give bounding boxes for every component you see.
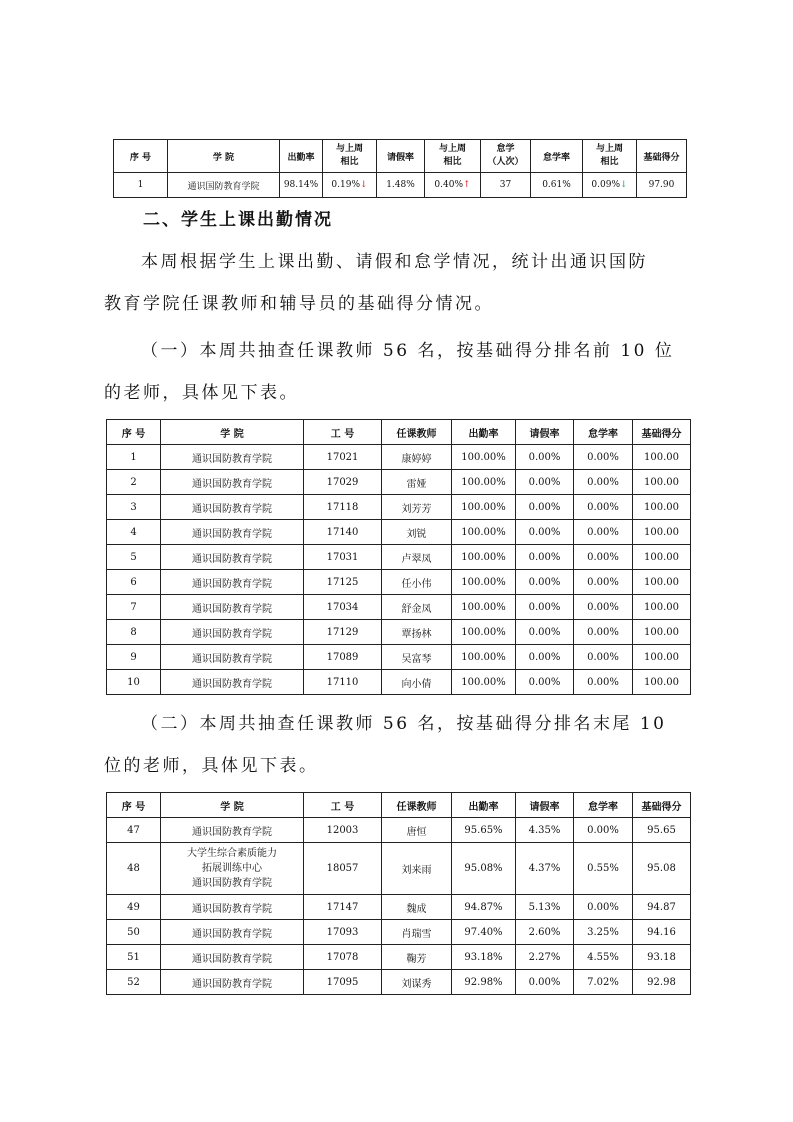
cell-attendance: 95.08%	[452, 843, 516, 895]
cell-college: 通识国防教育学院	[161, 570, 304, 595]
cell-id: 17125	[304, 570, 382, 595]
cell-college: 通识国防教育学院	[161, 520, 304, 545]
cell-college: 大学生综合素质能力 拓展训练中心 通识国防教育学院	[161, 843, 304, 895]
header-teacher: 任课教师	[382, 793, 452, 818]
header-seq: 序 号	[114, 140, 168, 173]
table-row	[107, 645, 691, 670]
cell-seq: 1	[107, 445, 161, 470]
cell-leave: 0.00%	[516, 470, 574, 495]
cell-college: 通识国防教育学院	[161, 620, 304, 645]
cell-college: 通识国防教育学院	[161, 895, 304, 920]
header-seq: 序 号	[107, 420, 161, 445]
header-absent-count	[481, 140, 531, 173]
table-row	[107, 920, 691, 945]
cell-score: 100.00	[633, 670, 691, 695]
cell-score: 100.00	[633, 570, 691, 595]
cell-id: 17089	[304, 645, 382, 670]
cell-leave: 5.13%	[516, 895, 574, 920]
cell-teacher: 任小伟	[382, 570, 452, 595]
cell-attendance: 100.00%	[452, 445, 516, 470]
section-heading: 二、学生上课出勤情况	[143, 210, 333, 230]
cell-leave: 2.60%	[516, 920, 574, 945]
header-absent: 怠学率	[574, 793, 633, 818]
table-row	[107, 595, 691, 620]
down-arrow-icon: ↓	[620, 180, 628, 190]
cell-college: 通识国防教育学院	[161, 470, 304, 495]
cell-seq: 48	[107, 843, 161, 895]
cell-leave: 0.00%	[516, 545, 574, 570]
bottom10-header-row	[107, 793, 691, 818]
sub2-line-2: 位的老师，具体见下表。	[104, 756, 319, 776]
cell-teacher: 刘锐	[382, 520, 452, 545]
header-absent: 怠学率	[574, 420, 633, 445]
cell-id: 17147	[304, 895, 382, 920]
cell-id: 17034	[304, 595, 382, 620]
cell-college: 通识国防教育学院	[161, 920, 304, 945]
cell-attendance: 93.18%	[452, 945, 516, 970]
cell-compare-3	[583, 173, 637, 198]
table-row	[107, 970, 691, 995]
cell-leave: 0.00%	[516, 970, 574, 995]
cell-leave: 0.00%	[516, 495, 574, 520]
cell-leave: 0.00%	[516, 670, 574, 695]
cell-teacher: 刘芳芳	[382, 495, 452, 520]
cell-absent: 0.55%	[574, 843, 633, 895]
table-row	[107, 570, 691, 595]
sub2-paragraph	[104, 703, 704, 787]
table-row	[107, 470, 691, 495]
top10-teacher-table	[106, 419, 691, 695]
cell-seq: 7	[107, 595, 161, 620]
top10-header-row	[107, 420, 691, 445]
cell-id: 17021	[304, 445, 382, 470]
cell-absent: 3.25%	[574, 920, 633, 945]
cell-college: 通识国防教育学院	[161, 818, 304, 843]
cell-score: 100.00	[633, 520, 691, 545]
cell-score: 94.87	[633, 895, 691, 920]
header-college: 学 院	[168, 140, 280, 173]
cell-attendance: 100.00%	[452, 670, 516, 695]
cell-attendance: 100.00%	[452, 545, 516, 570]
bottom10-teacher-table	[106, 792, 691, 995]
cell-teacher: 鞠芳	[382, 945, 452, 970]
cell-seq: 4	[107, 520, 161, 545]
header-score: 基础得分	[633, 420, 691, 445]
header-id: 工 号	[304, 420, 382, 445]
cell-leave: 1.48%	[377, 173, 425, 198]
cell-teacher: 康婷婷	[382, 445, 452, 470]
cell-attendance: 100.00%	[452, 470, 516, 495]
cell-leave: 0.00%	[516, 570, 574, 595]
table-row	[107, 620, 691, 645]
cell-attendance: 97.40%	[452, 920, 516, 945]
cell-absent: 0.00%	[574, 520, 633, 545]
cell-id: 17078	[304, 945, 382, 970]
cell-id: 17118	[304, 495, 382, 520]
cell-id: 18057	[304, 843, 382, 895]
table-row	[107, 545, 691, 570]
cell-seq: 1	[114, 173, 168, 198]
cell-absent: 0.00%	[574, 595, 633, 620]
table-row	[107, 895, 691, 920]
cell-college: 通识国防教育学院	[161, 645, 304, 670]
header-compare-1	[323, 140, 377, 173]
cell-absent: 0.00%	[574, 818, 633, 843]
cell-seq: 10	[107, 670, 161, 695]
cell-id: 17029	[304, 470, 382, 495]
cell-seq: 2	[107, 470, 161, 495]
header-absent-rate: 怠学率	[531, 140, 583, 173]
sub2-line-1: （二）本周共抽查任课教师 56 名，按基础得分排名末尾 10	[141, 714, 667, 734]
cell-absent: 0.00%	[574, 470, 633, 495]
table-row	[107, 445, 691, 470]
cell-score: 100.00	[633, 445, 691, 470]
cell-leave: 2.27%	[516, 945, 574, 970]
cell-absent: 4.55%	[574, 945, 633, 970]
cell-attendance: 100.00%	[452, 570, 516, 595]
sub1-paragraph	[104, 330, 704, 414]
cell-id: 17095	[304, 970, 382, 995]
cell-college: 通识国防教育学院	[168, 173, 280, 198]
cell-score: 100.00	[633, 495, 691, 520]
cell-absent-rate: 0.61%	[531, 173, 583, 198]
cell-absent: 0.00%	[574, 670, 633, 695]
up-arrow-icon: ↑	[463, 180, 471, 190]
cell-absent: 0.00%	[574, 620, 633, 645]
table-row	[107, 843, 691, 895]
cell-score: 94.16	[633, 920, 691, 945]
cell-id: 17031	[304, 545, 382, 570]
cell-teacher: 舒金凤	[382, 595, 452, 620]
down-arrow-icon: ↓	[360, 180, 368, 190]
cell-id: 17140	[304, 520, 382, 545]
header-compare-1-text: 与上周 相比	[335, 144, 363, 167]
cell-teacher: 刘来雨	[382, 843, 452, 895]
cell-score: 100.00	[633, 620, 691, 645]
cell-absent: 7.02%	[574, 970, 633, 995]
cell-score: 95.08	[633, 843, 691, 895]
cell-college: 通识国防教育学院	[161, 495, 304, 520]
header-teacher: 任课教师	[382, 420, 452, 445]
header-attendance: 出勤率	[452, 420, 516, 445]
cell-seq: 8	[107, 620, 161, 645]
header-id: 工 号	[304, 793, 382, 818]
header-compare-3-text: 与上周 相比	[595, 144, 623, 167]
cell-seq: 49	[107, 895, 161, 920]
cell-score: 100.00	[633, 470, 691, 495]
cell-seq: 47	[107, 818, 161, 843]
header-attendance: 出勤率	[280, 140, 323, 173]
sub1-line-1: （一）本周共抽查任课教师 56 名，按基础得分排名前 10 位	[141, 341, 675, 361]
cell-teacher: 向小倩	[382, 670, 452, 695]
cell-teacher: 肖瑞雪	[382, 920, 452, 945]
header-score: 基础得分	[637, 140, 687, 173]
intro-line-1: 本周根据学生上课出勤、请假和怠学情况，统计出通识国防	[141, 252, 648, 272]
header-compare-2	[425, 140, 481, 173]
cell-absent: 0.00%	[574, 570, 633, 595]
cell-attendance: 100.00%	[452, 595, 516, 620]
compare-1-value: 0.19%	[331, 180, 361, 190]
cell-score: 97.90	[637, 173, 687, 198]
header-college: 学 院	[161, 793, 304, 818]
cell-seq: 52	[107, 970, 161, 995]
cell-teacher: 覃扬林	[382, 620, 452, 645]
cell-id: 17110	[304, 670, 382, 695]
cell-leave: 4.35%	[516, 818, 574, 843]
header-score: 基础得分	[633, 793, 691, 818]
cell-leave: 0.00%	[516, 445, 574, 470]
cell-leave: 0.00%	[516, 620, 574, 645]
summary-header-row	[114, 140, 687, 173]
cell-attendance: 95.65%	[452, 818, 516, 843]
cell-score: 93.18	[633, 945, 691, 970]
header-absent-count-text: 怠学 （人次）	[487, 144, 524, 167]
cell-teacher: 刘谋秀	[382, 970, 452, 995]
cell-seq: 5	[107, 545, 161, 570]
cell-attendance: 100.00%	[452, 645, 516, 670]
cell-college: 通识国防教育学院	[161, 545, 304, 570]
cell-seq: 50	[107, 920, 161, 945]
cell-seq: 6	[107, 570, 161, 595]
cell-teacher: 魏成	[382, 895, 452, 920]
cell-attendance: 92.98%	[452, 970, 516, 995]
cell-score: 92.98	[633, 970, 691, 995]
table-row	[107, 818, 691, 843]
header-compare-3	[583, 140, 637, 173]
cell-attendance: 100.00%	[452, 520, 516, 545]
table-row	[107, 495, 691, 520]
cell-score: 95.65	[633, 818, 691, 843]
cell-id: 12003	[304, 818, 382, 843]
cell-absent: 0.00%	[574, 545, 633, 570]
intro-paragraph	[104, 241, 704, 325]
header-leave: 请假率	[516, 793, 574, 818]
cell-attendance: 98.14%	[280, 173, 323, 198]
cell-college: 通识国防教育学院	[161, 670, 304, 695]
intro-line-2: 教育学院任课教师和辅导员的基础得分情况。	[104, 294, 494, 314]
cell-leave: 0.00%	[516, 645, 574, 670]
cell-absent: 0.00%	[574, 495, 633, 520]
cell-teacher: 唐恒	[382, 818, 452, 843]
cell-attendance: 94.87%	[452, 895, 516, 920]
cell-absent: 0.00%	[574, 895, 633, 920]
cell-college: 通识国防教育学院	[161, 445, 304, 470]
cell-leave: 0.00%	[516, 595, 574, 620]
header-leave: 请假率	[377, 140, 425, 173]
sub1-line-2: 的老师，具体见下表。	[104, 383, 299, 403]
cell-score: 100.00	[633, 645, 691, 670]
cell-college: 通识国防教育学院	[161, 945, 304, 970]
cell-teacher: 吴富琴	[382, 645, 452, 670]
cell-college: 通识国防教育学院	[161, 595, 304, 620]
cell-absent: 0.00%	[574, 645, 633, 670]
compare-2-value: 0.40%	[434, 180, 464, 190]
table-row	[107, 945, 691, 970]
compare-3-value: 0.09%	[591, 180, 621, 190]
cell-leave: 4.37%	[516, 843, 574, 895]
table-row	[107, 670, 691, 695]
header-leave: 请假率	[516, 420, 574, 445]
cell-id: 17093	[304, 920, 382, 945]
summary-data-row	[114, 173, 687, 198]
cell-seq: 9	[107, 645, 161, 670]
cell-teacher: 雷娅	[382, 470, 452, 495]
cell-absent: 0.00%	[574, 445, 633, 470]
cell-score: 100.00	[633, 595, 691, 620]
cell-attendance: 100.00%	[452, 620, 516, 645]
cell-id: 17129	[304, 620, 382, 645]
college-summary-table	[113, 139, 687, 198]
cell-score: 100.00	[633, 545, 691, 570]
cell-attendance: 100.00%	[452, 495, 516, 520]
cell-seq: 51	[107, 945, 161, 970]
cell-absent-count: 37	[481, 173, 531, 198]
cell-compare-2	[425, 173, 481, 198]
cell-seq: 3	[107, 495, 161, 520]
cell-leave: 0.00%	[516, 520, 574, 545]
header-attendance: 出勤率	[452, 793, 516, 818]
header-college: 学 院	[161, 420, 304, 445]
cell-teacher: 卢翠凤	[382, 545, 452, 570]
header-compare-2-text: 与上周 相比	[438, 144, 466, 167]
cell-compare-1	[323, 173, 377, 198]
table-row	[107, 520, 691, 545]
cell-college: 通识国防教育学院	[161, 970, 304, 995]
header-seq: 序 号	[107, 793, 161, 818]
